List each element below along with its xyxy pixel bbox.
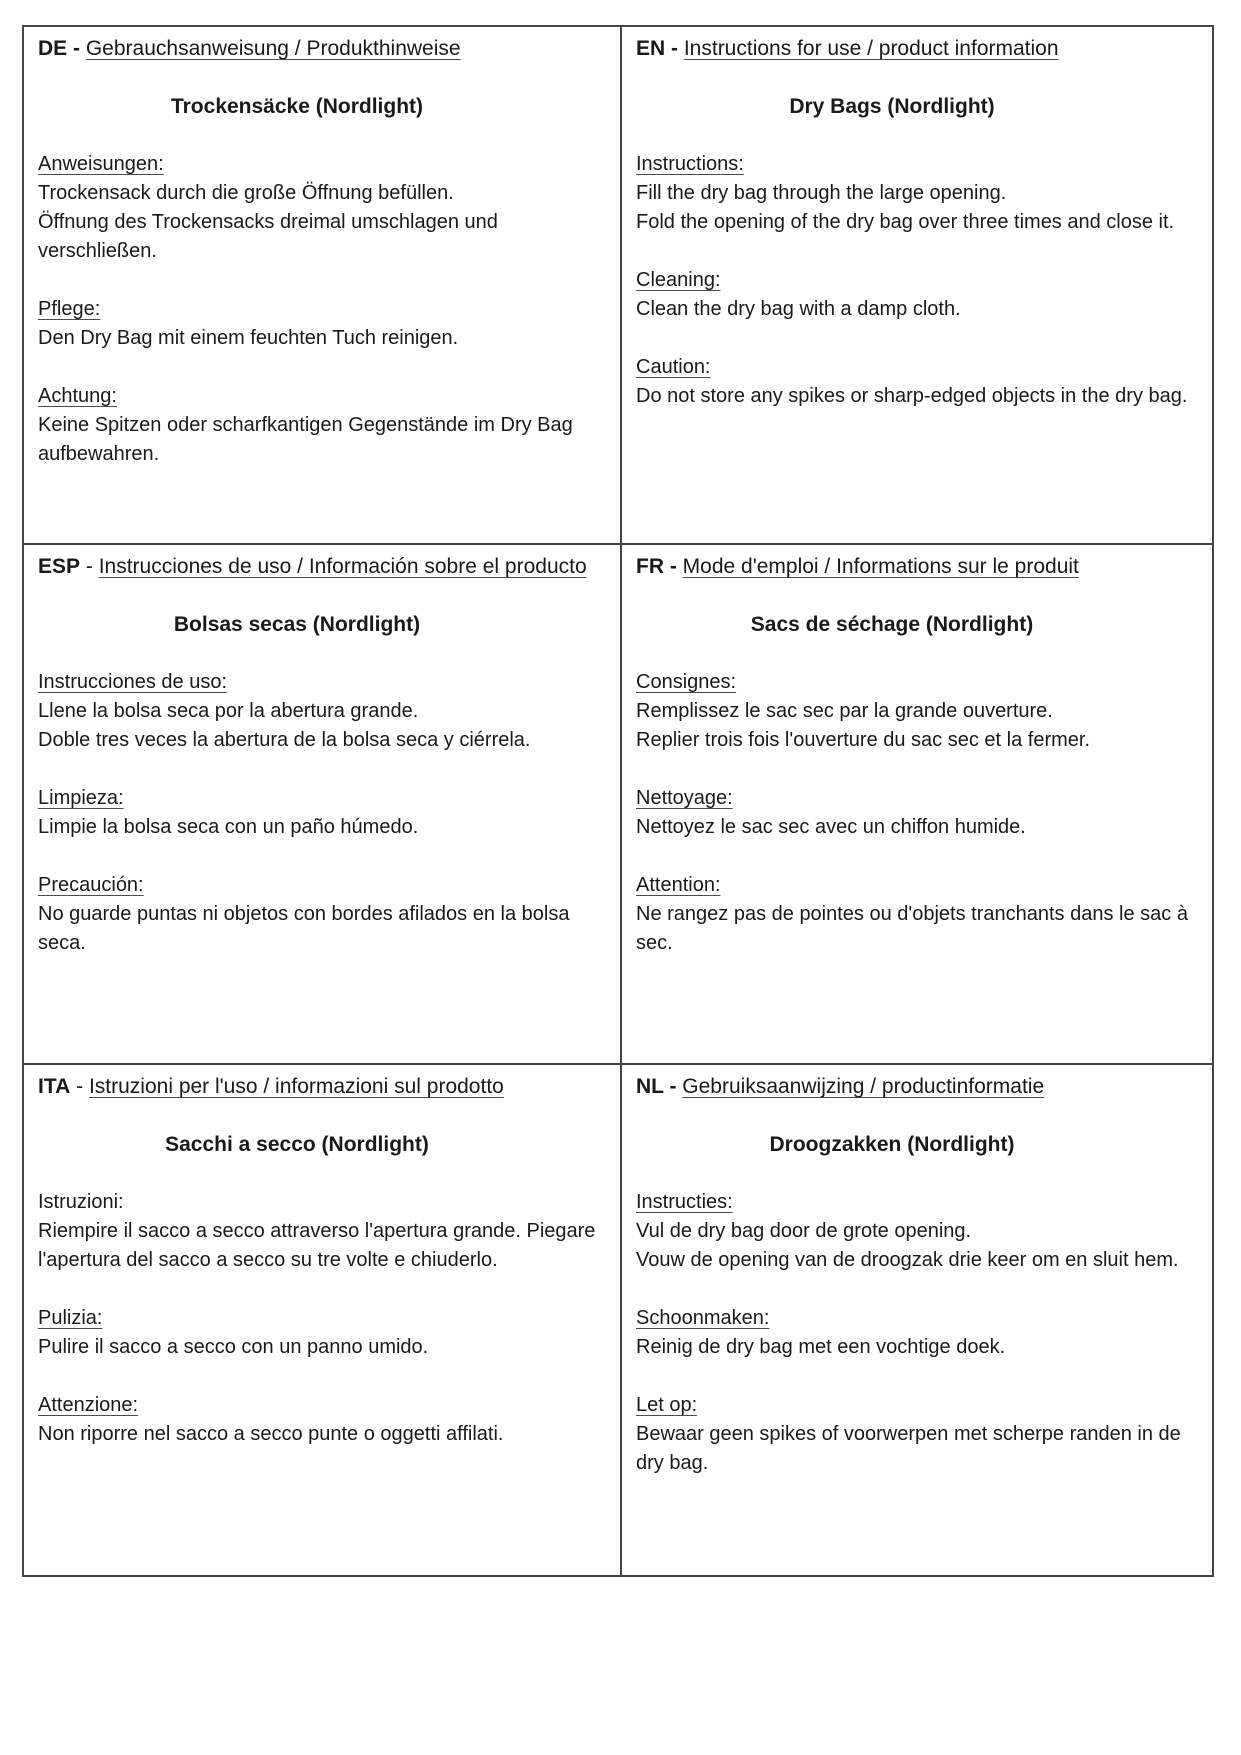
header-separator: -	[70, 1075, 89, 1098]
section-line: Doble tres veces la abertura de la bolsa seca y ciérrela.	[38, 729, 531, 751]
product-title-de: Trockensäcke (Nordlight)	[170, 95, 424, 118]
product-title-nl: Droogzakken (Nordlight)	[769, 1133, 1015, 1156]
cell-de	[24, 27, 622, 545]
spacer	[636, 639, 1198, 668]
spacer	[636, 842, 1198, 871]
spacer	[636, 1275, 1198, 1304]
spacer	[38, 121, 606, 150]
spacer	[636, 1101, 1198, 1130]
language-code-en: EN -	[636, 37, 678, 60]
section-line: Pulire il sacco a secco con un panno umido.	[38, 1336, 429, 1358]
section-line: Bewaar geen spikes of voorwerpen met scherpe randen in de dry bag.	[636, 1423, 1181, 1474]
section-label: Anweisungen:	[38, 153, 164, 175]
sections-de	[38, 150, 606, 469]
sections-esp	[38, 668, 606, 958]
section-label: Limpieza:	[38, 787, 124, 809]
section-line: Vul de dry bag door de grote opening.	[636, 1220, 972, 1242]
spacer	[38, 1362, 606, 1391]
language-code-de: DE -	[38, 37, 80, 60]
spacer	[636, 1159, 1198, 1188]
spacer	[38, 755, 606, 784]
section-label: Achtung:	[38, 385, 117, 407]
section-label: Precaución:	[38, 874, 144, 896]
sections-en	[636, 150, 1198, 411]
section-label: Instrucciones de uso:	[38, 671, 227, 693]
section-line: Non riporre nel sacco a secco punte o oggetti affilati.	[38, 1423, 504, 1445]
section-line: Limpie la bolsa seca con un paño húmedo.	[38, 816, 419, 838]
section-line: Do not store any spikes or sharp-edged objects in the dry bag.	[636, 385, 1188, 407]
section-label: Instructions:	[636, 153, 744, 175]
product-title-esp: Bolsas secas (Nordlight)	[173, 613, 421, 636]
section-label: Schoonmaken:	[636, 1307, 770, 1329]
section-label: Consignes:	[636, 671, 737, 693]
sections-nl	[636, 1188, 1198, 1478]
header-text-fr: Mode d'emploi / Informations sur le produit	[682, 555, 1079, 578]
section-line: Fold the opening of the dry bag over three times and close it.	[636, 211, 1175, 233]
spacer	[636, 237, 1198, 266]
section-line: Reinig de dry bag met een vochtige doek.	[636, 1336, 1006, 1358]
section-label: Let op:	[636, 1394, 698, 1416]
language-code-esp: ESP	[38, 555, 81, 578]
spacer	[636, 324, 1198, 353]
product-title-fr: Sacs de séchage (Nordlight)	[750, 613, 1034, 636]
spacer	[38, 842, 606, 871]
section-line: No guarde puntas ni objetos con bordes afilados en la bolsa seca.	[38, 903, 570, 954]
spacer	[38, 63, 606, 92]
section-line: Llene la bolsa seca por la abertura grande.	[38, 700, 419, 722]
section-label: Pulizia:	[38, 1307, 103, 1329]
language-header-ita	[38, 1072, 606, 1101]
spacer	[38, 1101, 606, 1130]
instruction-table	[22, 25, 1214, 1577]
spacer	[38, 581, 606, 610]
section-label: Cleaning:	[636, 269, 721, 291]
section-line: Fill the dry bag through the large opening.	[636, 182, 1007, 204]
header-separator: -	[80, 555, 99, 578]
header-text-en: Instructions for use / product information	[683, 37, 1059, 60]
spacer	[636, 1362, 1198, 1391]
sections-ita	[38, 1188, 606, 1449]
spacer	[636, 121, 1198, 150]
section-line: Nettoyez le sac sec avec un chiffon humide.	[636, 816, 1026, 838]
section-label: Attenzione:	[38, 1394, 139, 1416]
product-title-ita: Sacchi a secco (Nordlight)	[165, 1133, 429, 1156]
header-text-esp: Instrucciones de uso / Información sobre el producto	[98, 555, 587, 578]
cell-ita	[24, 1065, 622, 1575]
section-label: Attention:	[636, 874, 721, 896]
section-line: Vouw de opening van de droogzak drie keer om en sluit hem.	[636, 1249, 1179, 1271]
spacer	[636, 581, 1198, 610]
language-header-fr	[636, 552, 1198, 581]
language-code-fr: FR -	[636, 555, 677, 578]
spacer	[636, 755, 1198, 784]
section-label: Instructies:	[636, 1191, 733, 1213]
section-line: Ne rangez pas de pointes ou d'objets tranchants dans le sac à sec.	[636, 903, 1188, 954]
cell-esp	[24, 545, 622, 1065]
cell-en	[622, 27, 1212, 545]
language-header-en	[636, 34, 1198, 63]
language-header-nl	[636, 1072, 1198, 1101]
section-label: Caution:	[636, 356, 711, 378]
header-text-ita: Istruzioni per l'uso / informazioni sul prodotto	[88, 1075, 504, 1098]
spacer	[38, 1275, 606, 1304]
language-header-de	[38, 34, 606, 63]
section-label: Nettoyage:	[636, 787, 733, 809]
section-line: Remplissez le sac sec par la grande ouverture.	[636, 700, 1053, 722]
sections-fr	[636, 668, 1198, 958]
spacer	[38, 266, 606, 295]
section-line: Keine Spitzen oder scharfkantigen Gegenstände im Dry Bag aufbewahren.	[38, 414, 573, 465]
language-code-nl: NL -	[636, 1075, 677, 1098]
section-line: Trockensack durch die große Öffnung befüllen.	[38, 182, 454, 204]
spacer	[636, 63, 1198, 92]
header-text-nl: Gebruiksaanwijzing / productinformatie	[682, 1075, 1045, 1098]
header-text-de: Gebrauchsanweisung / Produkthinweise	[85, 37, 461, 60]
spacer	[38, 639, 606, 668]
spacer	[38, 1159, 606, 1188]
section-label: Pflege:	[38, 298, 101, 320]
section-label: Istruzioni:	[38, 1191, 124, 1213]
language-header-esp	[38, 552, 606, 581]
cell-fr	[622, 545, 1212, 1065]
section-line: Riempire il sacco a secco attraverso l'apertura grande. Piegare l'apertura del sacco a secco su tre volte e chiuderlo.	[38, 1220, 596, 1271]
product-title-en: Dry Bags (Nordlight)	[789, 95, 995, 118]
spacer	[38, 353, 606, 382]
section-line: Clean the dry bag with a damp cloth.	[636, 298, 961, 320]
section-line: Replier trois fois l'ouverture du sac sec et la fermer.	[636, 729, 1091, 751]
section-line: Öffnung des Trockensacks dreimal umschlagen und verschließen.	[38, 211, 498, 262]
cell-nl	[622, 1065, 1212, 1575]
section-line: Den Dry Bag mit einem feuchten Tuch reinigen.	[38, 327, 459, 349]
language-code-ita: ITA	[38, 1075, 71, 1098]
